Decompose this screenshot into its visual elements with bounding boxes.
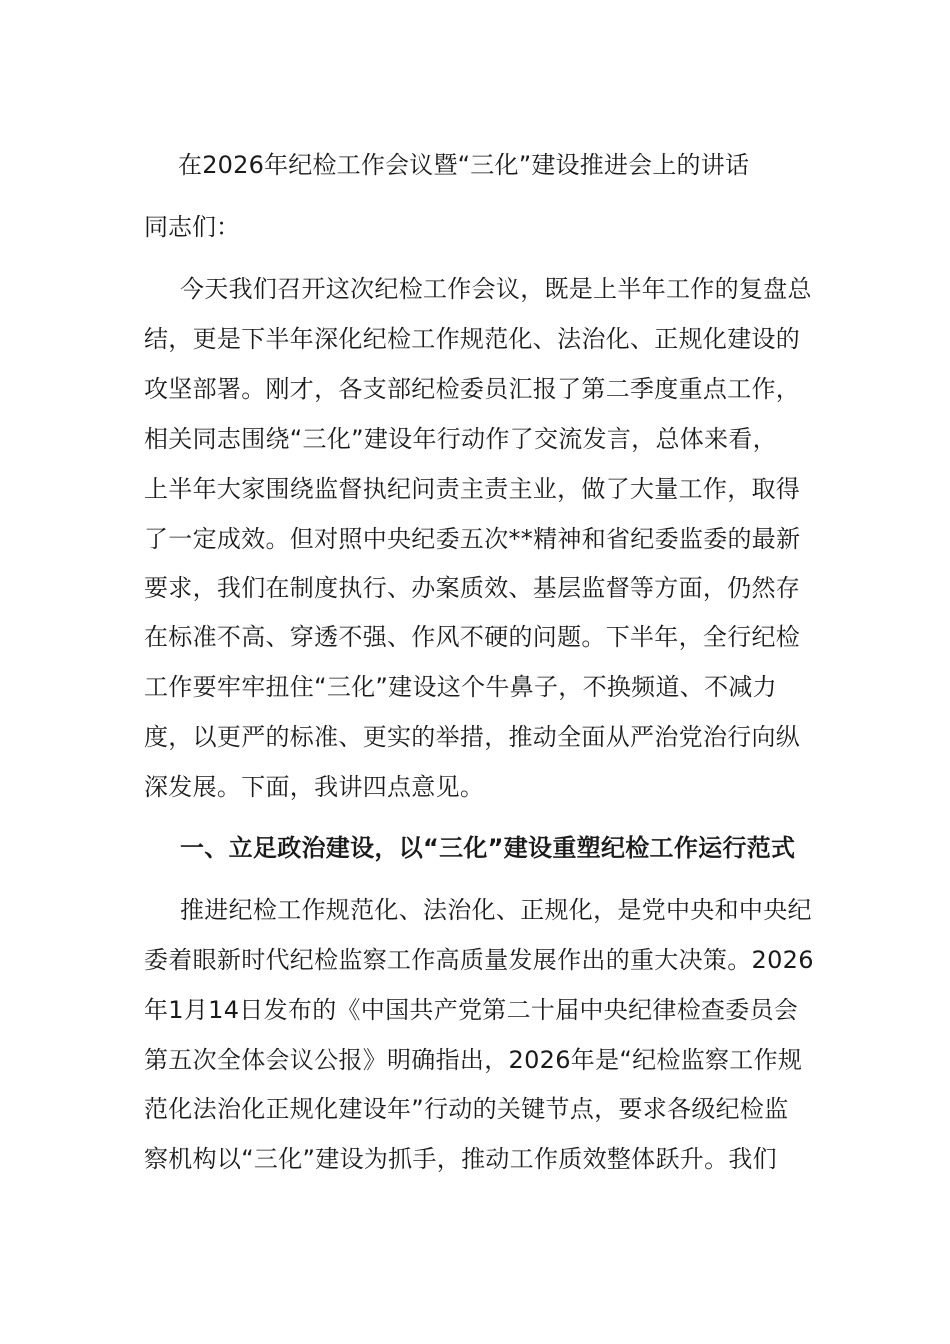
text-line: 结，更是下半年深化纪检工作规范化、法治化、正规化建设的 xyxy=(144,325,801,353)
text-line: 第五次全体会议公报》明确指出，2026年是“纪检监察工作规 xyxy=(144,1046,803,1074)
text-line: 度，以更严的标准、更实的举措，推动全面从严治党治行向纵 xyxy=(144,723,801,751)
page-title: 在2026年纪检工作会议暨“三化”建设推进会上的讲话 xyxy=(178,151,750,179)
text-line: 在标准不高、穿透不强、作风不硬的问题。下半年，全行纪检 xyxy=(144,623,801,651)
section-heading: 一、立足政治建设，以“三化”建设重塑纪检工作运行范式 xyxy=(180,834,796,862)
text-line: 今天我们召开这次纪检工作会议，既是上半年工作的复盘总 xyxy=(180,275,812,303)
text-line: 工作要牢牢扭住“三化”建设这个牛鼻子，不换频道、不减力 xyxy=(144,673,777,701)
text-line: 年1月14日发布的《中国共产党第二十届中央纪律检查委员会 xyxy=(144,996,799,1024)
text-line: 相关同志围绕“三化”建设年行动作了交流发言，总体来看， xyxy=(144,425,777,453)
text-line: 要求，我们在制度执行、办案质效、基层监督等方面，仍然存 xyxy=(144,574,801,602)
salutation: 同志们： xyxy=(144,213,240,241)
text-line: 攻坚部署。刚才，各支部纪检委员汇报了第二季度重点工作， xyxy=(144,375,801,403)
text-line: 推进纪检工作规范化、法治化、正规化，是党中央和中央纪 xyxy=(180,896,812,924)
text-line: 深发展。下面，我讲四点意见。 xyxy=(144,773,485,801)
text-line: 了一定成效。但对照中央纪委五次**精神和省纪委监委的最新 xyxy=(144,525,801,553)
text-line: 范化法治化正规化建设年”行动的关键节点，要求各级纪检监 xyxy=(144,1095,789,1123)
text-line: 上半年大家围绕监督执纪问责主责主业，做了大量工作，取得 xyxy=(144,475,801,503)
text-line: 委着眼新时代纪检监察工作高质量发展作出的重大决策。2026 xyxy=(144,946,814,974)
text-line: 察机构以“三化”建设为抓手，推动工作质效整体跃升。我们 xyxy=(144,1145,777,1173)
